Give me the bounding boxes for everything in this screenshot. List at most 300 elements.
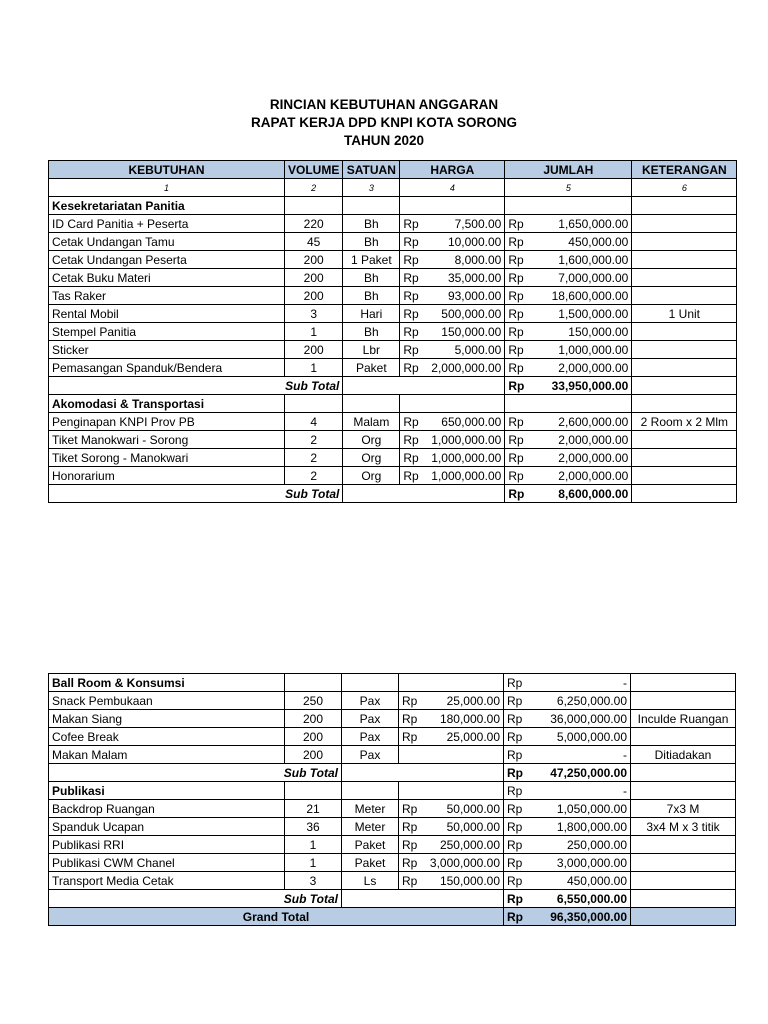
harga-cell xyxy=(400,233,505,251)
volume-value: 2 xyxy=(285,467,343,485)
jumlah-cell xyxy=(505,269,632,287)
volume-value: 2 xyxy=(285,431,343,449)
harga-value: 50,000.00 xyxy=(446,819,500,834)
jumlah-value: 3,000,000.00 xyxy=(556,855,627,870)
subtotal-row xyxy=(49,377,737,395)
jumlah-value: 2,600,000.00 xyxy=(558,414,629,429)
satuan-value: Ls xyxy=(342,872,399,890)
jumlah-value: 6,550,000.00 xyxy=(556,891,627,906)
empty-cell xyxy=(632,395,737,413)
harga-cell xyxy=(399,854,504,872)
currency-label: Rp xyxy=(403,252,419,267)
empty-cell xyxy=(285,197,343,215)
currency-label: Rp xyxy=(507,801,523,816)
harga-amount xyxy=(402,819,500,835)
jumlah-value: 1,500,000.00 xyxy=(558,306,629,321)
jumlah-value: 6,250,000.00 xyxy=(556,693,627,708)
jumlah-amount xyxy=(508,306,628,322)
currency-label: Rp xyxy=(507,909,523,924)
volume-value: 200 xyxy=(285,728,342,746)
harga-value: 2,000,000.00 xyxy=(431,360,502,375)
item-label: ID Card Panitia + Peserta xyxy=(49,215,285,233)
empty-cell xyxy=(343,485,505,503)
budget-table-2 xyxy=(48,673,736,926)
jumlah-value: 2,000,000.00 xyxy=(558,360,629,375)
jumlah-value: 450,000.00 xyxy=(566,873,627,888)
volume-value: 4 xyxy=(285,413,343,431)
harga-amount xyxy=(402,855,500,871)
item-label: Honorarium xyxy=(49,467,285,485)
jumlah-cell xyxy=(504,764,631,782)
jumlah-amount xyxy=(508,378,628,394)
item-row xyxy=(49,431,737,449)
jumlah-value: - xyxy=(623,747,627,762)
header-keterangan: KETERANGAN xyxy=(632,161,737,179)
jumlah-cell xyxy=(505,431,632,449)
keterangan-value xyxy=(632,233,737,251)
harga-cell xyxy=(400,269,505,287)
satuan-value: Pax xyxy=(342,728,399,746)
currency-label: Rp xyxy=(507,747,523,762)
empty-cell xyxy=(342,674,399,692)
empty-cell xyxy=(343,395,400,413)
jumlah-value: 96,350,000.00 xyxy=(550,909,627,924)
currency-label: Rp xyxy=(508,216,524,231)
empty-cell xyxy=(399,674,504,692)
keterangan-value xyxy=(631,728,736,746)
currency-label: Rp xyxy=(402,855,418,870)
harga-cell xyxy=(400,251,505,269)
volume-value: 1 xyxy=(285,323,343,341)
harga-value: 25,000.00 xyxy=(446,693,500,708)
subtotal-label: Sub Total xyxy=(49,764,342,782)
harga-value: 50,000.00 xyxy=(446,801,500,816)
item-row xyxy=(49,305,737,323)
harga-cell xyxy=(400,305,505,323)
satuan-value: Meter xyxy=(342,818,399,836)
jumlah-cell xyxy=(505,341,632,359)
harga-value: 25,000.00 xyxy=(446,729,500,744)
subtotal-label: Sub Total xyxy=(49,890,342,908)
satuan-value: Paket xyxy=(342,854,399,872)
jumlah-value: 1,800,000.00 xyxy=(556,819,627,834)
harga-amount xyxy=(403,216,501,232)
keterangan-value xyxy=(631,854,736,872)
currency-label: Rp xyxy=(403,468,419,483)
item-label: Cetak Undangan Tamu xyxy=(49,233,285,251)
satuan-value: Pax xyxy=(342,692,399,710)
jumlah-amount xyxy=(508,432,628,448)
keterangan-value xyxy=(632,269,737,287)
jumlah-value: 1,600,000.00 xyxy=(558,252,629,267)
currency-label: Rp xyxy=(403,288,419,303)
item-label: Pemasangan Spanduk/Bendera xyxy=(49,359,285,377)
empty-cell xyxy=(631,764,736,782)
currency-label: Rp xyxy=(402,711,418,726)
volume-value: 200 xyxy=(285,269,343,287)
keterangan-value xyxy=(632,323,737,341)
harga-value: 8,000.00 xyxy=(454,252,502,267)
satuan-value: Meter xyxy=(342,800,399,818)
volume-value: 3 xyxy=(285,305,343,323)
harga-cell xyxy=(400,323,505,341)
harga-value: 93,000.00 xyxy=(447,288,502,303)
volume-value: 36 xyxy=(285,818,342,836)
harga-cell xyxy=(399,746,504,764)
empty-cell xyxy=(343,197,400,215)
keterangan-value: 7x3 M xyxy=(631,800,736,818)
currency-label: Rp xyxy=(402,837,418,852)
item-row xyxy=(49,233,737,251)
jumlah-amount xyxy=(507,891,627,907)
currency-label: Rp xyxy=(508,324,524,339)
jumlah-value: 2,000,000.00 xyxy=(558,432,629,447)
jumlah-value: 450,000.00 xyxy=(568,234,629,249)
item-row xyxy=(49,287,737,305)
volume-value: 200 xyxy=(285,341,343,359)
jumlah-amount xyxy=(508,252,628,268)
harga-cell xyxy=(400,359,505,377)
item-row xyxy=(49,413,737,431)
harga-amount xyxy=(402,801,500,817)
item-label: Makan Malam xyxy=(49,746,285,764)
currency-label: Rp xyxy=(508,234,524,249)
empty-cell xyxy=(342,890,504,908)
keterangan-value xyxy=(632,215,737,233)
keterangan-value: 2 Room x 2 Mlm xyxy=(632,413,737,431)
jumlah-cell xyxy=(505,449,632,467)
empty-cell xyxy=(631,674,736,692)
currency-label: Rp xyxy=(403,216,419,231)
item-label: Tas Raker xyxy=(49,287,285,305)
item-label: Cetak Undangan Peserta xyxy=(49,251,285,269)
harga-value: 1,000,000.00 xyxy=(431,468,502,483)
grand-total-label: Grand Total xyxy=(49,908,504,926)
jumlah-value: - xyxy=(623,783,627,798)
jumlah-value: 47,250,000.00 xyxy=(550,765,627,780)
harga-amount xyxy=(403,252,501,268)
jumlah-cell xyxy=(504,818,631,836)
currency-label: Rp xyxy=(402,873,418,888)
keterangan-value xyxy=(631,872,736,890)
jumlah-value: 7,000,000.00 xyxy=(558,270,629,285)
volume-value: 200 xyxy=(285,251,343,269)
currency-label: Rp xyxy=(402,693,418,708)
subtotal-label: Sub Total xyxy=(49,377,343,395)
header-harga: HARGA xyxy=(400,161,505,179)
header-jumlah: JUMLAH xyxy=(505,161,632,179)
harga-amount xyxy=(403,306,501,322)
empty-cell xyxy=(400,197,505,215)
jumlah-amount xyxy=(507,675,627,691)
jumlah-cell xyxy=(504,854,631,872)
currency-label: Rp xyxy=(508,270,524,285)
item-label: Makan Siang xyxy=(49,710,285,728)
section-row xyxy=(49,197,737,215)
volume-value: 3 xyxy=(285,872,342,890)
volume-value: 1 xyxy=(285,836,342,854)
harga-cell xyxy=(399,836,504,854)
jumlah-amount xyxy=(508,486,628,502)
jumlah-amount xyxy=(508,450,628,466)
item-row xyxy=(49,215,737,233)
harga-cell xyxy=(399,692,504,710)
jumlah-value: - xyxy=(623,675,627,690)
budget-table-1 xyxy=(48,160,737,503)
item-row xyxy=(49,728,736,746)
jumlah-cell xyxy=(505,251,632,269)
jumlah-cell xyxy=(505,287,632,305)
currency-label: Rp xyxy=(508,450,524,465)
jumlah-cell xyxy=(504,908,631,926)
harga-amount xyxy=(403,324,501,340)
harga-value: 180,000.00 xyxy=(439,711,500,726)
currency-label: Rp xyxy=(508,252,524,267)
item-row xyxy=(49,467,737,485)
currency-label: Rp xyxy=(508,432,524,447)
item-label: Cofee Break xyxy=(49,728,285,746)
currency-label: Rp xyxy=(403,324,419,339)
volume-value: 220 xyxy=(285,215,343,233)
currency-label: Rp xyxy=(402,729,418,744)
currency-label: Rp xyxy=(402,819,418,834)
currency-label: Rp xyxy=(508,342,524,357)
jumlah-cell xyxy=(505,233,632,251)
item-label: Tiket Sorong - Manokwari xyxy=(49,449,285,467)
volume-value: 200 xyxy=(285,746,342,764)
currency-label: Rp xyxy=(403,414,419,429)
harga-cell xyxy=(400,431,505,449)
jumlah-value: 36,000,000.00 xyxy=(550,711,627,726)
harga-value: 3,000,000.00 xyxy=(429,855,500,870)
satuan-value: Pax xyxy=(342,710,399,728)
harga-amount xyxy=(403,360,501,376)
title-line-3: TAHUN 2020 xyxy=(343,133,425,148)
empty-cell xyxy=(632,377,737,395)
currency-label: Rp xyxy=(508,486,525,501)
harga-value: 7,500.00 xyxy=(454,216,502,231)
jumlah-cell xyxy=(505,377,632,395)
harga-amount xyxy=(403,270,501,286)
item-row xyxy=(49,746,736,764)
currency-label: Rp xyxy=(508,378,525,393)
harga-amount xyxy=(403,342,501,358)
currency-label: Rp xyxy=(507,765,523,780)
volume-value: 250 xyxy=(285,692,342,710)
jumlah-cell xyxy=(504,692,631,710)
keterangan-value xyxy=(632,287,737,305)
empty-cell xyxy=(632,197,737,215)
item-row xyxy=(49,692,736,710)
jumlah-cell xyxy=(505,413,632,431)
jumlah-cell xyxy=(504,674,631,692)
currency-label: Rp xyxy=(403,342,419,357)
empty-cell xyxy=(399,782,504,800)
section-row xyxy=(49,395,737,413)
currency-label: Rp xyxy=(508,414,524,429)
jumlah-amount xyxy=(508,216,628,232)
harga-cell xyxy=(399,710,504,728)
keterangan-value: 3x4 M x 3 titik xyxy=(631,818,736,836)
currency-label: Rp xyxy=(508,306,524,321)
currency-label: Rp xyxy=(507,711,523,726)
harga-cell xyxy=(399,818,504,836)
currency-label: Rp xyxy=(403,234,419,249)
jumlah-value: 2,000,000.00 xyxy=(558,468,629,483)
harga-value: 1,000,000.00 xyxy=(431,450,502,465)
jumlah-amount xyxy=(508,414,628,430)
jumlah-cell xyxy=(504,728,631,746)
item-label: Penginapan KNPI Prov PB xyxy=(49,413,285,431)
jumlah-value: 1,650,000.00 xyxy=(558,216,629,231)
harga-amount xyxy=(402,729,500,745)
harga-amount xyxy=(402,837,500,853)
volume-value: 200 xyxy=(285,287,343,305)
empty-cell xyxy=(343,377,505,395)
currency-label: Rp xyxy=(508,360,524,375)
column-number: 5 xyxy=(505,179,632,197)
currency-label: Rp xyxy=(507,891,523,906)
jumlah-value: 1,050,000.00 xyxy=(556,801,627,816)
jumlah-value: 1,000,000.00 xyxy=(558,342,629,357)
item-row xyxy=(49,800,736,818)
empty-cell xyxy=(631,908,736,926)
satuan-value: Malam xyxy=(343,413,400,431)
jumlah-cell xyxy=(505,485,632,503)
keterangan-value: 1 Unit xyxy=(632,305,737,323)
harga-cell xyxy=(400,215,505,233)
item-row xyxy=(49,269,737,287)
harga-amount xyxy=(403,468,501,484)
item-row xyxy=(49,323,737,341)
volume-value: 21 xyxy=(285,800,342,818)
jumlah-cell xyxy=(504,800,631,818)
keterangan-value xyxy=(632,341,737,359)
harga-amount xyxy=(403,450,501,466)
jumlah-amount xyxy=(507,729,627,745)
harga-value: 1,000,000.00 xyxy=(431,432,502,447)
subtotal-label: Sub Total xyxy=(49,485,343,503)
jumlah-value: 33,950,000.00 xyxy=(551,378,629,393)
harga-value: 150,000.00 xyxy=(439,873,500,888)
volume-value: 1 xyxy=(285,359,343,377)
satuan-value: Paket xyxy=(343,359,400,377)
jumlah-amount xyxy=(507,711,627,727)
item-label: Publikasi CWM Chanel xyxy=(49,854,285,872)
empty-cell xyxy=(631,782,736,800)
satuan-value: Org xyxy=(343,449,400,467)
harga-amount xyxy=(402,711,500,727)
keterangan-value xyxy=(632,467,737,485)
empty-cell xyxy=(400,395,505,413)
jumlah-amount xyxy=(507,855,627,871)
currency-label: Rp xyxy=(403,360,419,375)
subtotal-row xyxy=(49,890,736,908)
empty-cell xyxy=(342,764,504,782)
item-label: Spanduk Ucapan xyxy=(49,818,285,836)
section-label: Kesekretariatan Panitia xyxy=(49,197,285,215)
harga-cell xyxy=(400,413,505,431)
item-row xyxy=(49,359,737,377)
keterangan-value xyxy=(632,449,737,467)
section-label: Ball Room & Konsumsi xyxy=(49,674,285,692)
header-number-row xyxy=(49,179,737,197)
jumlah-cell xyxy=(505,215,632,233)
satuan-value: Bh xyxy=(343,287,400,305)
item-row xyxy=(49,341,737,359)
harga-cell xyxy=(399,728,504,746)
header-row xyxy=(49,161,737,179)
satuan-value: Paket xyxy=(342,836,399,854)
satuan-value: Bh xyxy=(343,215,400,233)
jumlah-value: 2,000,000.00 xyxy=(558,450,629,465)
jumlah-amount xyxy=(508,324,628,340)
header-kebutuhan: KEBUTUHAN xyxy=(49,161,285,179)
column-number: 2 xyxy=(285,179,343,197)
harga-cell xyxy=(400,287,505,305)
jumlah-amount xyxy=(508,360,628,376)
satuan-value: 1 Paket xyxy=(343,251,400,269)
harga-amount xyxy=(402,873,500,889)
item-row xyxy=(49,872,736,890)
column-number: 4 xyxy=(400,179,505,197)
currency-label: Rp xyxy=(507,783,523,798)
keterangan-value xyxy=(631,692,736,710)
jumlah-amount xyxy=(508,270,628,286)
harga-amount xyxy=(402,693,500,709)
volume-value: 45 xyxy=(285,233,343,251)
harga-value: 500,000.00 xyxy=(441,306,502,321)
jumlah-cell xyxy=(505,359,632,377)
keterangan-value xyxy=(631,836,736,854)
harga-value: 250,000.00 xyxy=(439,837,500,852)
item-label: Backdrop Ruangan xyxy=(49,800,285,818)
item-label: Snack Pembukaan xyxy=(49,692,285,710)
currency-label: Rp xyxy=(403,432,419,447)
subtotal-row xyxy=(49,764,736,782)
item-row xyxy=(49,710,736,728)
currency-label: Rp xyxy=(507,729,523,744)
currency-label: Rp xyxy=(507,873,523,888)
jumlah-cell xyxy=(504,746,631,764)
harga-value: 5,000.00 xyxy=(454,342,502,357)
item-row xyxy=(49,449,737,467)
satuan-value: Bh xyxy=(343,269,400,287)
subtotal-row xyxy=(49,485,737,503)
item-label: Stempel Panitia xyxy=(49,323,285,341)
satuan-value: Org xyxy=(343,431,400,449)
item-label: Tiket Manokwari - Sorong xyxy=(49,431,285,449)
currency-label: Rp xyxy=(508,468,524,483)
jumlah-cell xyxy=(505,395,632,413)
jumlah-value: 8,600,000.00 xyxy=(558,486,629,501)
item-label: Cetak Buku Materi xyxy=(49,269,285,287)
grand-total-row xyxy=(49,908,736,926)
header-satuan: SATUAN xyxy=(343,161,400,179)
column-number: 1 xyxy=(49,179,285,197)
jumlah-cell xyxy=(504,872,631,890)
harga-cell xyxy=(400,449,505,467)
empty-cell xyxy=(342,782,399,800)
empty-cell xyxy=(285,782,342,800)
jumlah-cell xyxy=(505,305,632,323)
jumlah-amount xyxy=(507,783,627,799)
harga-cell xyxy=(399,872,504,890)
harga-amount xyxy=(403,414,501,430)
jumlah-amount xyxy=(507,747,627,763)
jumlah-cell xyxy=(505,197,632,215)
jumlah-cell xyxy=(504,890,631,908)
